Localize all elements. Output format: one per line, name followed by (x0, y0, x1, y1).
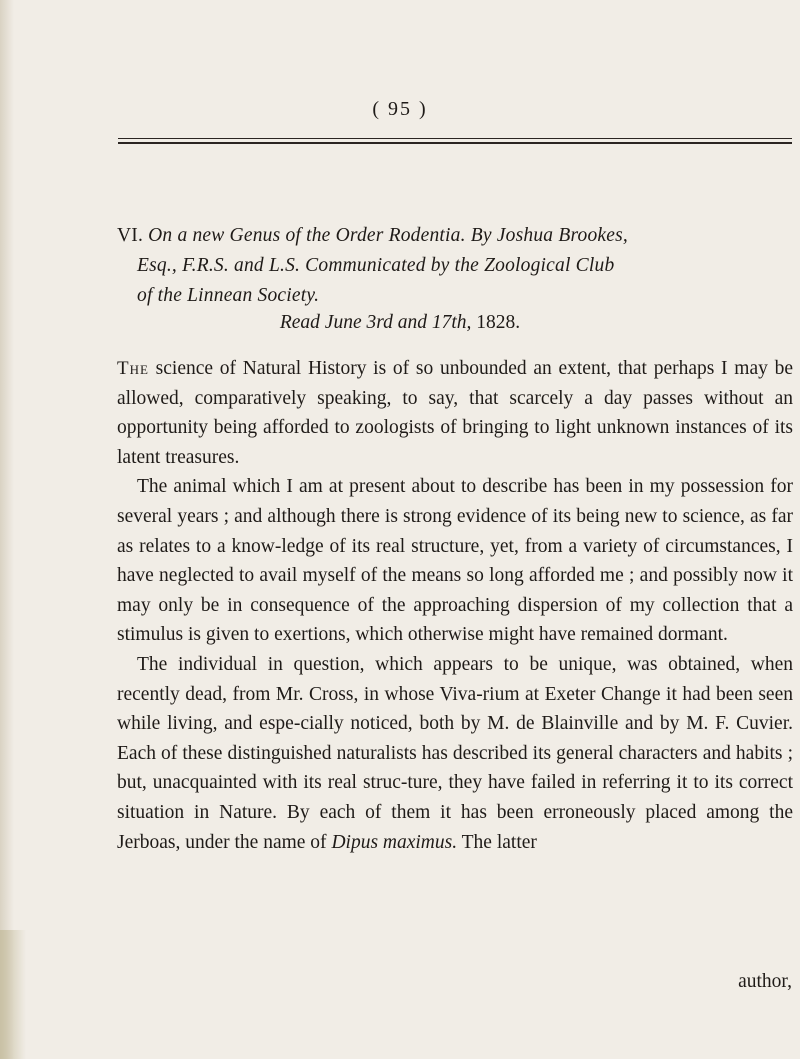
article-heading (117, 221, 793, 311)
page-number: ( 95 ) (372, 98, 428, 120)
heading-title-line-3: of the Linnean Society. (137, 285, 320, 306)
read-date-year: 1828. (476, 312, 521, 333)
paragraph-1-text: science of Natural History is of so unbounded an extent, that perhaps I may be allowed, comparatively speaking, to say, that scarcely a day passes without an opportunity being afforded to zoologists of bringing to light unknown instances of its latent treasures. (117, 358, 793, 468)
read-date-text: Read June 3rd and 17th, (279, 312, 472, 333)
heading-title-line-2: Esq., F.R.S. and L.S. Communicated by the Zoological Club (137, 255, 615, 276)
heading-number: VI. (117, 225, 144, 246)
paragraph-2: The animal which I am at present about to describe has been in my possession for several years ; and although there is strong evidence of its being new to science, as far as relates to a know-ledge of its real structure, yet, from a variety of circumstances, I have neglected to avail myself of the means so long afforded me ; and possibly now it may only be in consequence of the approaching dispersion of my collection that a stimulus is given to exertions, which otherwise might have remained dormant. (117, 476, 793, 646)
heading-line-3 (117, 281, 793, 311)
paragraph-3 (117, 650, 793, 857)
header-rule-thin (118, 138, 792, 139)
read-date (0, 312, 800, 334)
page-corner-stain (0, 930, 26, 1059)
paragraph-1 (117, 354, 793, 472)
catchword: author, (738, 971, 792, 992)
heading-title-line-1: On a new Genus of the Order Rodentia. By Joshua Brookes, (148, 225, 628, 246)
header-rule (118, 138, 792, 144)
heading-line-1 (117, 221, 793, 251)
header-rule-thick (118, 142, 792, 144)
dropcap-word: The (117, 358, 149, 379)
article-body (117, 354, 793, 857)
page-edge-shadow (0, 0, 14, 1059)
heading-line-2 (117, 251, 793, 281)
species-name: Dipus maximus. (331, 831, 458, 853)
paragraph-3-text: The individual in question, which appears to be unique, was obtained, when recently dead, from Mr. Cross, in whose Viva-rium at Exeter Change it had been seen while living, and espe-cially noticed, both by M. de Blainville and by M. F. Cuvier. Each of these distinguished naturalists has described its general characters and habits ; but, unacquainted with its real struc-ture, they have failed in referring it to its correct situation in Nature. By each of them it has been erroneously placed among the Jerboas, under the name of (117, 653, 793, 853)
paragraph-3-tail: The latter (457, 831, 537, 853)
